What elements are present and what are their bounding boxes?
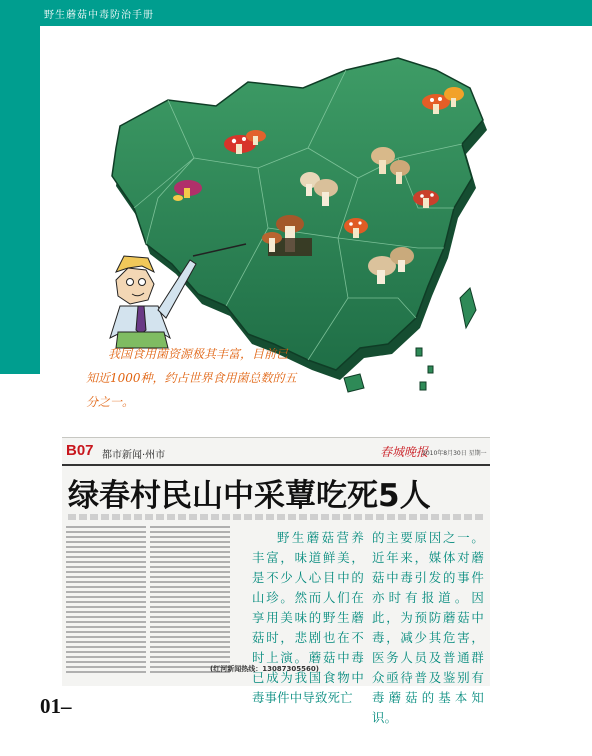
manual-title: 野生蘑菇中毒防治手册	[44, 10, 154, 21]
caption-line: 分之一。	[86, 395, 135, 409]
newspaper-name: 春城晚报	[380, 445, 429, 459]
side-accent-bar	[0, 26, 40, 374]
issue-date: 2010年8月30日 星期一	[422, 450, 487, 457]
section-code: B07	[66, 442, 94, 459]
section-name: 都市新闻·州市	[102, 450, 166, 461]
article-text-column	[66, 526, 146, 676]
body-column-left: 野生蘑菇营养丰富，味道鲜美，是不少人心目中的山珍。然而人们在享用美味的野生蘑菇时，悲剧也在不时上演。蘑菇中毒已成为我国食物中毒事件中导致死亡	[252, 530, 364, 705]
page-number: 01–	[40, 694, 72, 718]
clipping-header	[62, 438, 490, 466]
illustration-caption	[86, 342, 366, 414]
faded-subhead	[68, 514, 484, 520]
caption-line: 我国食用菌资源极其丰富，目前已	[108, 347, 289, 361]
clipping-headline: 绿春村民山中采蕈吃死5人	[68, 478, 431, 514]
body-column-right: 的主要原因之一。近年来，媒体对蘑菇中毒引发的事件亦时有报道。因此，为预防蘑菇中毒，减少其危害，医务人员及普通群众亟待普及鉴别有毒蘑菇的基本知识。	[372, 530, 484, 725]
caption-line: 知近1000种，约占世界食用菌总数的五	[86, 371, 297, 385]
article-text-column	[150, 526, 230, 676]
news-hotline: (红河新闻热线：13087305560)	[210, 665, 319, 673]
header-bar	[0, 0, 592, 26]
